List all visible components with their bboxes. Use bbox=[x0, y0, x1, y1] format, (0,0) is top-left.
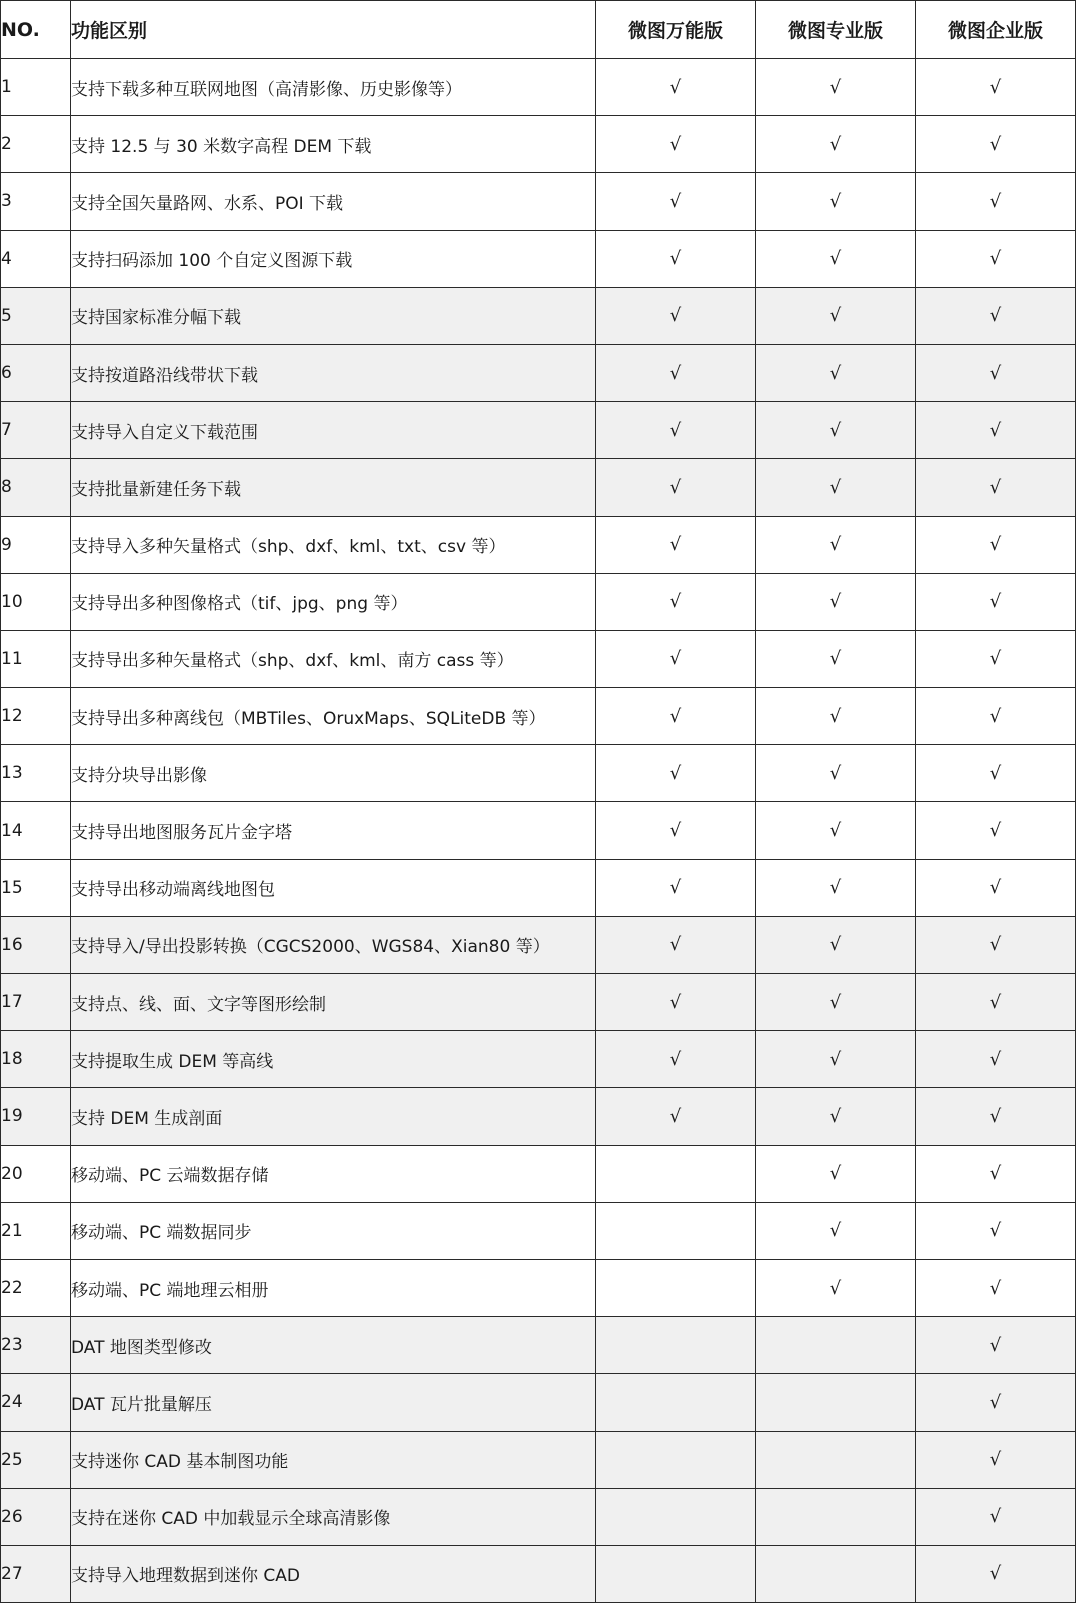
universal-edition-check-cell: √ bbox=[596, 59, 756, 116]
universal-edition-check-cell: √ bbox=[596, 1088, 756, 1145]
professional-edition-check-cell: √ bbox=[756, 287, 916, 344]
universal-edition-check-cell: √ bbox=[596, 230, 756, 287]
table-row bbox=[1, 1545, 1076, 1602]
row-number-cell: 23 bbox=[1, 1317, 71, 1374]
feature-cell: DAT 地图类型修改 bbox=[71, 1317, 596, 1374]
row-number-cell: 13 bbox=[1, 745, 71, 802]
table-header bbox=[1, 1, 1076, 59]
universal-edition-check-cell: √ bbox=[596, 173, 756, 230]
table-row bbox=[1, 230, 1076, 287]
feature-cell: 支持导入/导出投影转换（CGCS2000、WGS84、Xian80 等） bbox=[71, 916, 596, 973]
row-number-cell: 1 bbox=[1, 59, 71, 116]
table-row bbox=[1, 802, 1076, 859]
professional-edition-check-cell: √ bbox=[756, 916, 916, 973]
universal-edition-check-cell: √ bbox=[596, 459, 756, 516]
row-number-cell: 21 bbox=[1, 1202, 71, 1259]
universal-edition-check-cell: √ bbox=[596, 344, 756, 401]
row-number-cell: 27 bbox=[1, 1545, 71, 1602]
table-row bbox=[1, 1088, 1076, 1145]
table-row bbox=[1, 1374, 1076, 1431]
universal-edition-check-cell: √ bbox=[596, 402, 756, 459]
universal-edition-check-cell: √ bbox=[596, 1031, 756, 1088]
universal-edition-check-cell: √ bbox=[596, 916, 756, 973]
header-enterprise-edition: 微图企业版 bbox=[916, 1, 1076, 59]
universal-edition-check-cell: √ bbox=[596, 688, 756, 745]
table-row bbox=[1, 1202, 1076, 1259]
enterprise-edition-check-cell: √ bbox=[916, 688, 1076, 745]
enterprise-edition-check-cell: √ bbox=[916, 1088, 1076, 1145]
enterprise-edition-check-cell: √ bbox=[916, 745, 1076, 802]
table-row bbox=[1, 859, 1076, 916]
universal-edition-check-cell: √ bbox=[596, 745, 756, 802]
row-number-cell: 8 bbox=[1, 459, 71, 516]
enterprise-edition-check-cell: √ bbox=[916, 230, 1076, 287]
feature-cell: 支持导入多种矢量格式（shp、dxf、kml、txt、csv 等） bbox=[71, 516, 596, 573]
professional-edition-check-cell: √ bbox=[756, 344, 916, 401]
row-number-cell: 5 bbox=[1, 287, 71, 344]
table-row bbox=[1, 1259, 1076, 1316]
enterprise-edition-check-cell: √ bbox=[916, 1145, 1076, 1202]
enterprise-edition-check-cell: √ bbox=[916, 59, 1076, 116]
professional-edition-check-cell: √ bbox=[756, 402, 916, 459]
row-number-cell: 9 bbox=[1, 516, 71, 573]
enterprise-edition-check-cell: √ bbox=[916, 916, 1076, 973]
universal-edition-check-cell: √ bbox=[596, 287, 756, 344]
universal-edition-check-cell: √ bbox=[596, 630, 756, 687]
universal-edition-check-cell: √ bbox=[596, 859, 756, 916]
row-number-cell: 7 bbox=[1, 402, 71, 459]
professional-edition-check-cell: √ bbox=[756, 859, 916, 916]
table-row bbox=[1, 745, 1076, 802]
table-body bbox=[1, 59, 1076, 1603]
table-row bbox=[1, 459, 1076, 516]
universal-edition-check-cell bbox=[596, 1431, 756, 1488]
professional-edition-check-cell bbox=[756, 1545, 916, 1602]
professional-edition-check-cell: √ bbox=[756, 230, 916, 287]
table-row bbox=[1, 1145, 1076, 1202]
feature-cell: 移动端、PC 云端数据存储 bbox=[71, 1145, 596, 1202]
enterprise-edition-check-cell: √ bbox=[916, 859, 1076, 916]
enterprise-edition-check-cell: √ bbox=[916, 1259, 1076, 1316]
universal-edition-check-cell bbox=[596, 1488, 756, 1545]
table-row bbox=[1, 916, 1076, 973]
feature-cell: 支持导入自定义下载范围 bbox=[71, 402, 596, 459]
enterprise-edition-check-cell: √ bbox=[916, 1031, 1076, 1088]
professional-edition-check-cell: √ bbox=[756, 173, 916, 230]
row-number-cell: 16 bbox=[1, 916, 71, 973]
enterprise-edition-check-cell: √ bbox=[916, 1431, 1076, 1488]
feature-cell: 支持导出多种矢量格式（shp、dxf、kml、南方 cass 等） bbox=[71, 630, 596, 687]
professional-edition-check-cell bbox=[756, 1317, 916, 1374]
universal-edition-check-cell bbox=[596, 1259, 756, 1316]
feature-cell: 移动端、PC 端地理云相册 bbox=[71, 1259, 596, 1316]
universal-edition-check-cell: √ bbox=[596, 974, 756, 1031]
professional-edition-check-cell: √ bbox=[756, 974, 916, 1031]
enterprise-edition-check-cell: √ bbox=[916, 287, 1076, 344]
row-number-cell: 12 bbox=[1, 688, 71, 745]
universal-edition-check-cell: √ bbox=[596, 802, 756, 859]
feature-cell: 支持分块导出影像 bbox=[71, 745, 596, 802]
universal-edition-check-cell bbox=[596, 1145, 756, 1202]
professional-edition-check-cell: √ bbox=[756, 116, 916, 173]
professional-edition-check-cell: √ bbox=[756, 745, 916, 802]
professional-edition-check-cell: √ bbox=[756, 1145, 916, 1202]
feature-cell: 支持国家标准分幅下载 bbox=[71, 287, 596, 344]
professional-edition-check-cell: √ bbox=[756, 1031, 916, 1088]
universal-edition-check-cell bbox=[596, 1545, 756, 1602]
feature-cell: 支持提取生成 DEM 等高线 bbox=[71, 1031, 596, 1088]
professional-edition-check-cell: √ bbox=[756, 1259, 916, 1316]
feature-cell: 支持按道路沿线带状下载 bbox=[71, 344, 596, 401]
universal-edition-check-cell bbox=[596, 1317, 756, 1374]
enterprise-edition-check-cell: √ bbox=[916, 630, 1076, 687]
table-row bbox=[1, 287, 1076, 344]
table-row bbox=[1, 1431, 1076, 1488]
table-row bbox=[1, 1488, 1076, 1545]
table-row bbox=[1, 1031, 1076, 1088]
table-row bbox=[1, 573, 1076, 630]
professional-edition-check-cell bbox=[756, 1431, 916, 1488]
feature-cell: 支持导出移动端离线地图包 bbox=[71, 859, 596, 916]
row-number-cell: 11 bbox=[1, 630, 71, 687]
row-number-cell: 4 bbox=[1, 230, 71, 287]
row-number-cell: 17 bbox=[1, 974, 71, 1031]
table-row bbox=[1, 116, 1076, 173]
feature-cell: 支持在迷你 CAD 中加载显示全球高清影像 bbox=[71, 1488, 596, 1545]
professional-edition-check-cell: √ bbox=[756, 573, 916, 630]
header-professional-edition: 微图专业版 bbox=[756, 1, 916, 59]
enterprise-edition-check-cell: √ bbox=[916, 116, 1076, 173]
table-row bbox=[1, 59, 1076, 116]
professional-edition-check-cell: √ bbox=[756, 459, 916, 516]
row-number-cell: 15 bbox=[1, 859, 71, 916]
universal-edition-check-cell: √ bbox=[596, 573, 756, 630]
feature-cell: 支持 12.5 与 30 米数字高程 DEM 下载 bbox=[71, 116, 596, 173]
feature-cell: 支持下载多种互联网地图（高清影像、历史影像等） bbox=[71, 59, 596, 116]
row-number-cell: 26 bbox=[1, 1488, 71, 1545]
enterprise-edition-check-cell: √ bbox=[916, 1317, 1076, 1374]
professional-edition-check-cell bbox=[756, 1488, 916, 1545]
professional-edition-check-cell: √ bbox=[756, 516, 916, 573]
table-row bbox=[1, 516, 1076, 573]
enterprise-edition-check-cell: √ bbox=[916, 1374, 1076, 1431]
row-number-cell: 25 bbox=[1, 1431, 71, 1488]
enterprise-edition-check-cell: √ bbox=[916, 516, 1076, 573]
enterprise-edition-check-cell: √ bbox=[916, 1545, 1076, 1602]
enterprise-edition-check-cell: √ bbox=[916, 802, 1076, 859]
professional-edition-check-cell: √ bbox=[756, 59, 916, 116]
universal-edition-check-cell bbox=[596, 1374, 756, 1431]
feature-cell: 支持导出多种离线包（MBTiles、OruxMaps、SQLiteDB 等） bbox=[71, 688, 596, 745]
table-row bbox=[1, 688, 1076, 745]
enterprise-edition-check-cell: √ bbox=[916, 1202, 1076, 1259]
professional-edition-check-cell: √ bbox=[756, 802, 916, 859]
feature-cell: 支持批量新建任务下载 bbox=[71, 459, 596, 516]
enterprise-edition-check-cell: √ bbox=[916, 573, 1076, 630]
enterprise-edition-check-cell: √ bbox=[916, 173, 1076, 230]
table-row bbox=[1, 974, 1076, 1031]
feature-cell: 支持 DEM 生成剖面 bbox=[71, 1088, 596, 1145]
feature-cell: 支持导出多种图像格式（tif、jpg、png 等） bbox=[71, 573, 596, 630]
row-number-cell: 19 bbox=[1, 1088, 71, 1145]
feature-cell: 支持扫码添加 100 个自定义图源下载 bbox=[71, 230, 596, 287]
professional-edition-check-cell: √ bbox=[756, 688, 916, 745]
feature-cell: 支持点、线、面、文字等图形绘制 bbox=[71, 974, 596, 1031]
row-number-cell: 10 bbox=[1, 573, 71, 630]
row-number-cell: 18 bbox=[1, 1031, 71, 1088]
table-row bbox=[1, 344, 1076, 401]
table-row bbox=[1, 402, 1076, 459]
header-universal-edition: 微图万能版 bbox=[596, 1, 756, 59]
header-row bbox=[1, 1, 1076, 59]
universal-edition-check-cell: √ bbox=[596, 116, 756, 173]
row-number-cell: 22 bbox=[1, 1259, 71, 1316]
row-number-cell: 24 bbox=[1, 1374, 71, 1431]
table-row bbox=[1, 1317, 1076, 1374]
table-row bbox=[1, 173, 1076, 230]
header-feature: 功能区别 bbox=[71, 1, 596, 59]
professional-edition-check-cell bbox=[756, 1374, 916, 1431]
enterprise-edition-check-cell: √ bbox=[916, 974, 1076, 1031]
feature-cell: 支持导入地理数据到迷你 CAD bbox=[71, 1545, 596, 1602]
universal-edition-check-cell bbox=[596, 1202, 756, 1259]
feature-cell: 支持全国矢量路网、水系、POI 下载 bbox=[71, 173, 596, 230]
row-number-cell: 3 bbox=[1, 173, 71, 230]
row-number-cell: 14 bbox=[1, 802, 71, 859]
professional-edition-check-cell: √ bbox=[756, 630, 916, 687]
feature-cell: 支持导出地图服务瓦片金字塔 bbox=[71, 802, 596, 859]
header-no: NO. bbox=[1, 1, 71, 59]
table-row bbox=[1, 630, 1076, 687]
universal-edition-check-cell: √ bbox=[596, 516, 756, 573]
feature-cell: 移动端、PC 端数据同步 bbox=[71, 1202, 596, 1259]
feature-cell: 支持迷你 CAD 基本制图功能 bbox=[71, 1431, 596, 1488]
row-number-cell: 20 bbox=[1, 1145, 71, 1202]
professional-edition-check-cell: √ bbox=[756, 1088, 916, 1145]
enterprise-edition-check-cell: √ bbox=[916, 402, 1076, 459]
enterprise-edition-check-cell: √ bbox=[916, 459, 1076, 516]
enterprise-edition-check-cell: √ bbox=[916, 344, 1076, 401]
row-number-cell: 6 bbox=[1, 344, 71, 401]
feature-cell: DAT 瓦片批量解压 bbox=[71, 1374, 596, 1431]
enterprise-edition-check-cell: √ bbox=[916, 1488, 1076, 1545]
professional-edition-check-cell: √ bbox=[756, 1202, 916, 1259]
row-number-cell: 2 bbox=[1, 116, 71, 173]
